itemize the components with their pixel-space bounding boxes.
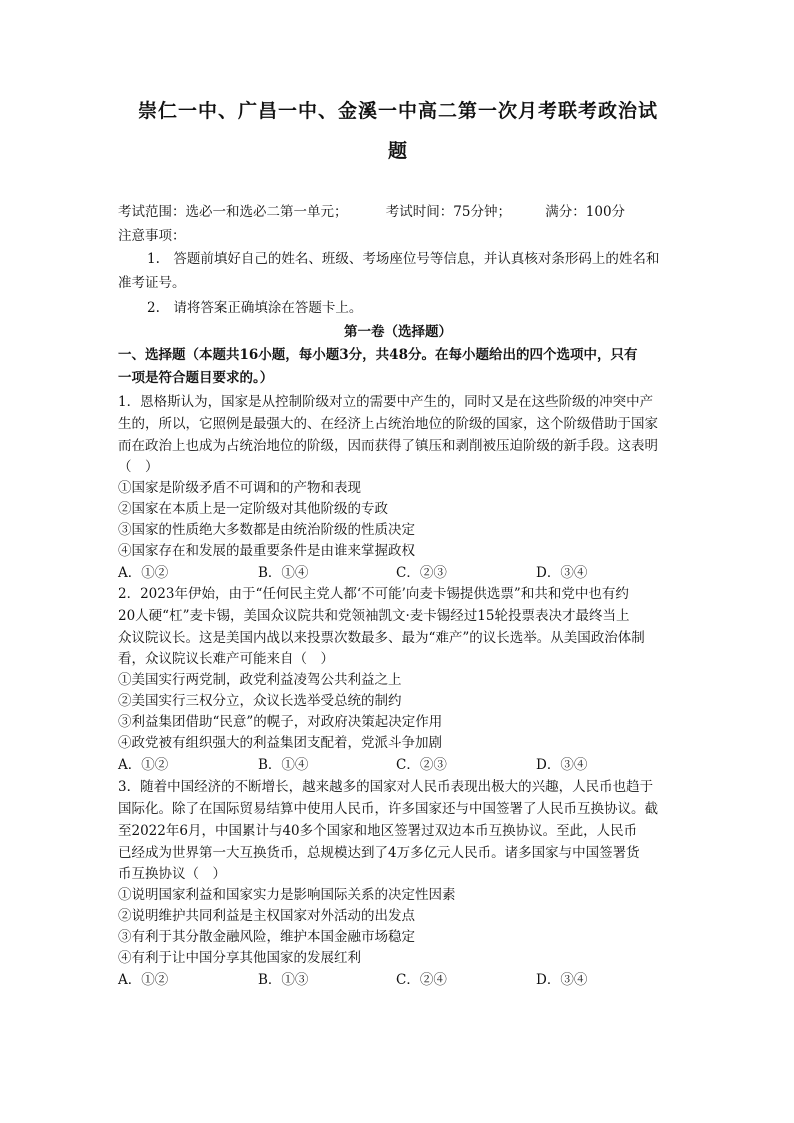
option-d: D．③④ bbox=[536, 565, 588, 581]
question-stem-line: 20人硬“杠”麦卡锡，美国众议院共和党领袖凯文·麦卡锡经过15轮投票表决才最终当上 bbox=[118, 608, 630, 624]
exam-title-line1: 崇仁一中、广昌一中、金溪一中高二第一次月考联考政治试 bbox=[137, 100, 658, 122]
statement: ①美国实行两党制，政党利益凌驾公共利益之上 bbox=[118, 672, 402, 688]
option-d: D．③④ bbox=[536, 972, 588, 988]
option-d: D．③④ bbox=[536, 757, 588, 773]
statement: ②美国实行三权分立，众议长选举受总统的制约 bbox=[118, 693, 402, 709]
exam-meta bbox=[118, 202, 625, 222]
question-stem-line: 众议院议长。这是美国内战以来投票次数最多、最为“难产”的议长选举。从美国政治体制 bbox=[118, 630, 645, 646]
option-a: A．①② bbox=[118, 972, 169, 988]
statement: ①国家是阶级矛盾不可调和的产物和表现 bbox=[118, 480, 361, 496]
question-stem-line: 已经成为世界第一大互换货币，总规模达到了4万多亿元人民币。诸多国家与中国签署货 bbox=[118, 845, 640, 861]
statement: ①说明国家利益和国家实力是影响国际关系的决定性因素 bbox=[118, 887, 456, 903]
question-stem-line: 3．随着中国经济的不断增长，越来越多的国家对人民币表现出极大的兴趣，人民币也趋于 bbox=[118, 779, 654, 795]
option-a: A．①② bbox=[118, 565, 169, 581]
statement: ③国家的性质绝大多数都是由统治阶级的性质决定 bbox=[118, 522, 415, 538]
option-c: C．②③ bbox=[396, 565, 447, 581]
question-stem-line: （ ） bbox=[118, 459, 159, 475]
exam-score: 满分：100分 bbox=[545, 204, 626, 220]
option-b: B．①④ bbox=[258, 565, 309, 581]
question-stem-line: 看，众议院议长难产可能来自（ ） bbox=[118, 651, 334, 667]
question-stem-line: 1．恩格斯认为，国家是从控制阶级对立的需要中产生的，同时又是在这些阶级的冲突中产 bbox=[118, 394, 654, 410]
exam-title-line2: 题 bbox=[387, 140, 408, 162]
notice-heading: 注意事项： bbox=[118, 228, 186, 244]
section-intro-cont: 一项是符合题目要求的。） bbox=[118, 370, 274, 386]
question-stem-line: 至2022年6月，中国累计与40多个国家和地区签署过双边本币互换协议。至此，人民币 bbox=[118, 823, 638, 839]
statement: ③利益集团借助“民意”的幌子，对政府决策起决定作用 bbox=[118, 714, 443, 730]
section-intro: 一、选择题（本题共16小题，每小题3分，共48分。在每小题给出的四个选项中，只有 bbox=[118, 347, 638, 363]
question-stem-line: 而在政治上也成为占统治地位的阶级，因而获得了镇压和剥削被压迫阶级的新手段。这表明 bbox=[118, 438, 658, 454]
question-stem-line: 国际化。除了在国际贸易结算中使用人民币，许多国家还与中国签署了人民币互换协议。截 bbox=[118, 801, 658, 817]
notice-item-2: 2. 请将答案正确填涂在答题卡上。 bbox=[147, 300, 363, 316]
option-a: A．①② bbox=[118, 757, 169, 773]
option-c: C．②④ bbox=[396, 972, 447, 988]
statement: ④有利于让中国分享其他国家的发展红利 bbox=[118, 950, 361, 966]
statement: ②说明维护共同利益是主权国家对外活动的出发点 bbox=[118, 908, 415, 924]
statement: ③有利于其分散金融风险，维护本国金融市场稳定 bbox=[118, 929, 415, 945]
exam-time: 考试时间：75分钟； bbox=[385, 204, 511, 220]
notice-item-1: 1. 答题前填好自己的姓名、班级、考场座位号等信息，并认真核对条形码上的姓名和 bbox=[147, 251, 660, 267]
option-b: B．①④ bbox=[258, 757, 309, 773]
question-stem-line: 2．2023年伊始，由于“任何民主党人都‘不可能’向麦卡锡提供选票”和共和党中也有约 bbox=[118, 586, 629, 602]
exam-scope: 考试范围：选必一和选必二第一单元； bbox=[118, 204, 348, 220]
statement: ②国家在本质上是一定阶级对其他阶级的专政 bbox=[118, 501, 388, 517]
notice-item-1-cont: 准考证号。 bbox=[118, 275, 186, 291]
section-title: 第一卷（选择题） bbox=[344, 324, 452, 340]
option-c: C．②③ bbox=[396, 757, 447, 773]
question-stem-line: 币互换协议（ ） bbox=[118, 866, 226, 882]
statement: ④国家存在和发展的最重要条件是由谁来掌握政权 bbox=[118, 543, 415, 559]
option-b: B．①③ bbox=[258, 972, 309, 988]
question-stem-line: 生的，所以，它照例是最强大的、在经济上占统治地位的阶级的国家，这个阶级借助于国家 bbox=[118, 416, 658, 432]
statement: ④政党被有组织强大的利益集团支配着，党派斗争加剧 bbox=[118, 735, 442, 751]
